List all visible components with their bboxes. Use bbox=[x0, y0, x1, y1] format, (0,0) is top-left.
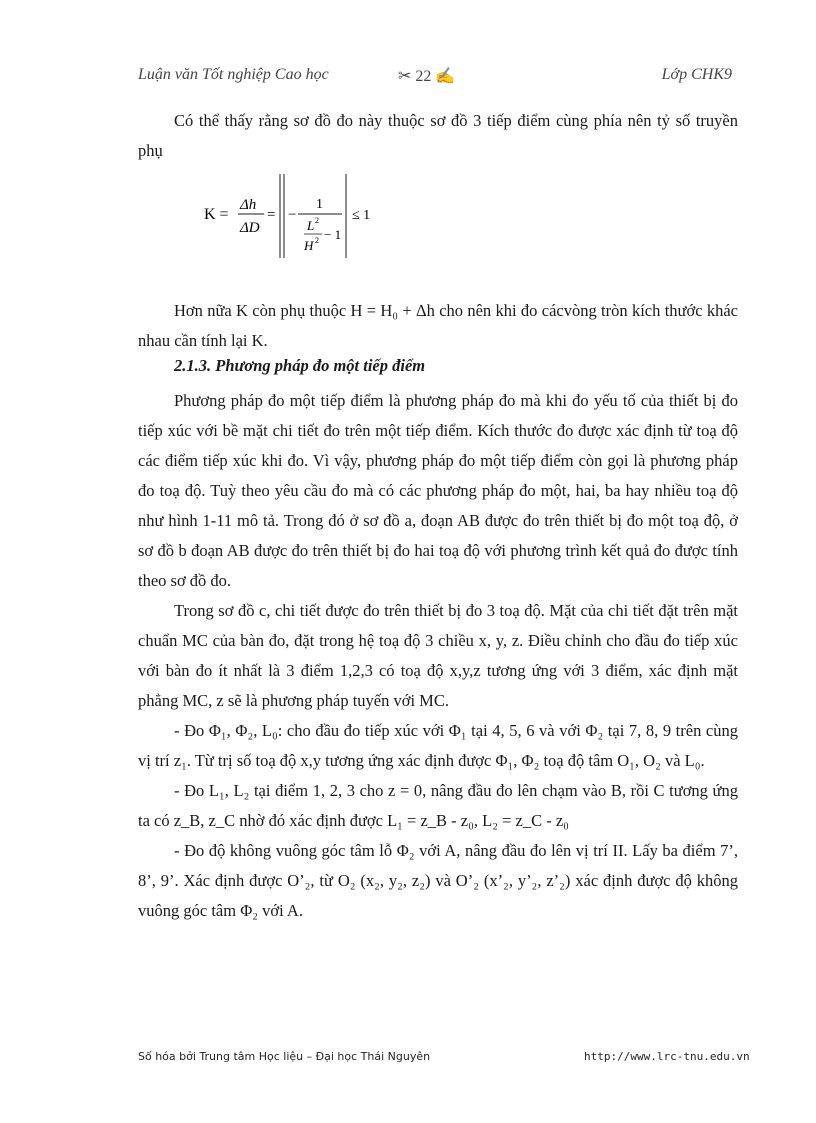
section-heading: 2.1.3. Phương pháp đo một tiếp điểm bbox=[174, 356, 426, 375]
footer-source: Số hóa bởi Trung tâm Học liệu – Đại học Thái Nguyên bbox=[138, 1050, 431, 1063]
paragraph-3: Phương pháp đo một tiếp điểm là phương pháp đo mà khi đo yếu tố của thiết bị đo tiếp xúc với bề mặt chi tiết đo trên một tiếp điểm. Kích thước đo được xác định từ toạ độ các điểm tiếp xúc khi đo. Vì vậy, phương pháp đo một tiếp điểm còn gọi là phương pháp đo toạ độ. Tuỳ theo yêu cầu đo mà có các phương pháp đo một, hai, ba hay nhiều toạ độ như hình 1-11 mô tả. Trong đó ở sơ đồ a, đoạn AB được đo trên thiết bị đo một toạ độ, ở sơ đồ b đoạn AB được đo trên thiết bị đo hai toạ độ với phương trình kết quả đo được tính theo sơ đồ đo. bbox=[138, 391, 738, 590]
formula-h: H bbox=[304, 238, 314, 253]
header-class: Lớp CHK9 bbox=[661, 66, 732, 83]
formula-l-sq: 2 bbox=[315, 216, 319, 225]
formula-equals: = bbox=[267, 207, 276, 223]
formula-minus: − bbox=[288, 207, 297, 223]
formula-h-sq: 2 bbox=[315, 236, 319, 245]
paragraph-intro bbox=[138, 106, 738, 166]
header-title: Luận văn Tốt nghiệp Cao học bbox=[138, 66, 329, 83]
paragraph-6: - Đo L₁, L₂ tại điểm 1, 2, 3 cho z = 0, nâng đầu đo lên chạm vào B, rồi C tương ứng ta có z_B, z_C nhờ đó xác định được L₁ = z_B - z₀, L₂ = z_C - z₀ bbox=[138, 781, 738, 830]
paragraph-block-2 bbox=[138, 296, 738, 356]
paragraph-1: Có thể thấy rằng sơ đồ đo này thuộc sơ đồ 3 tiếp điểm cùng phía nên tỷ số truyền phụ bbox=[138, 111, 738, 160]
formula-one: 1 bbox=[316, 197, 323, 212]
paragraph-4: Trong sơ đồ c, chi tiết được đo trên thiết bị đo 3 toạ độ. Mặt của chi tiết đặt trên mặt chuẩn MC của bàn đo, đặt trong hệ toạ độ 3 chiều x, y, z. Điều chỉnh cho đầu đo tiếp xúc với bàn đo ít nhất là 3 điểm 1,2,3 có toạ độ x,y,z tương ứng với 3 điểm, xác định mặt phẳng MC, z sẽ là phương pháp tuyến với MC. bbox=[138, 601, 738, 710]
formula-le: ≤ 1 bbox=[352, 208, 371, 223]
formula-num-dh: Δh bbox=[240, 197, 257, 213]
formula-l: L bbox=[307, 218, 315, 233]
paragraph-7: - Đo độ không vuông góc tâm lỗ Φ₂ với A, nâng đầu đo lên vị trí II. Lấy ba điểm 7’, 8’, 9’. Xác định được O’₂, từ O₂ (x₂, y₂, z₂) và O’₂ (x’₂, y’₂, z’₂) xác định được độ không vuông góc tâm Φ₂ với A. bbox=[138, 841, 738, 920]
paragraph-5: - Đo Φ₁, Φ₂, L₀: cho đầu đo tiếp xúc với Φ₁ tại 4, 5, 6 và với Φ₂ tại 7, 8, 9 trên cùng vị trí z₁. Từ trị số toạ độ x,y tương ứng xác định được Φ₁, Φ₂ toạ độ tâm O₁, O₂ và L₀. bbox=[138, 721, 738, 770]
formula-lhs: K = bbox=[204, 206, 229, 223]
ratio-formula bbox=[204, 172, 404, 262]
footer-url[interactable]: http://www.lrc-tnu.edu.vn bbox=[584, 1050, 750, 1063]
page-number: ✂ 22 ✍ bbox=[398, 68, 456, 85]
main-body bbox=[138, 386, 738, 926]
paragraph-2: Hơn nữa K còn phụ thuộc H = H₀ + Δh cho nên khi đo cácvòng tròn kích thước khác nhau cần tính lại K. bbox=[138, 301, 738, 350]
formula-den-dd: ΔD bbox=[240, 220, 260, 236]
formula-minus-one: − 1 bbox=[324, 227, 342, 242]
